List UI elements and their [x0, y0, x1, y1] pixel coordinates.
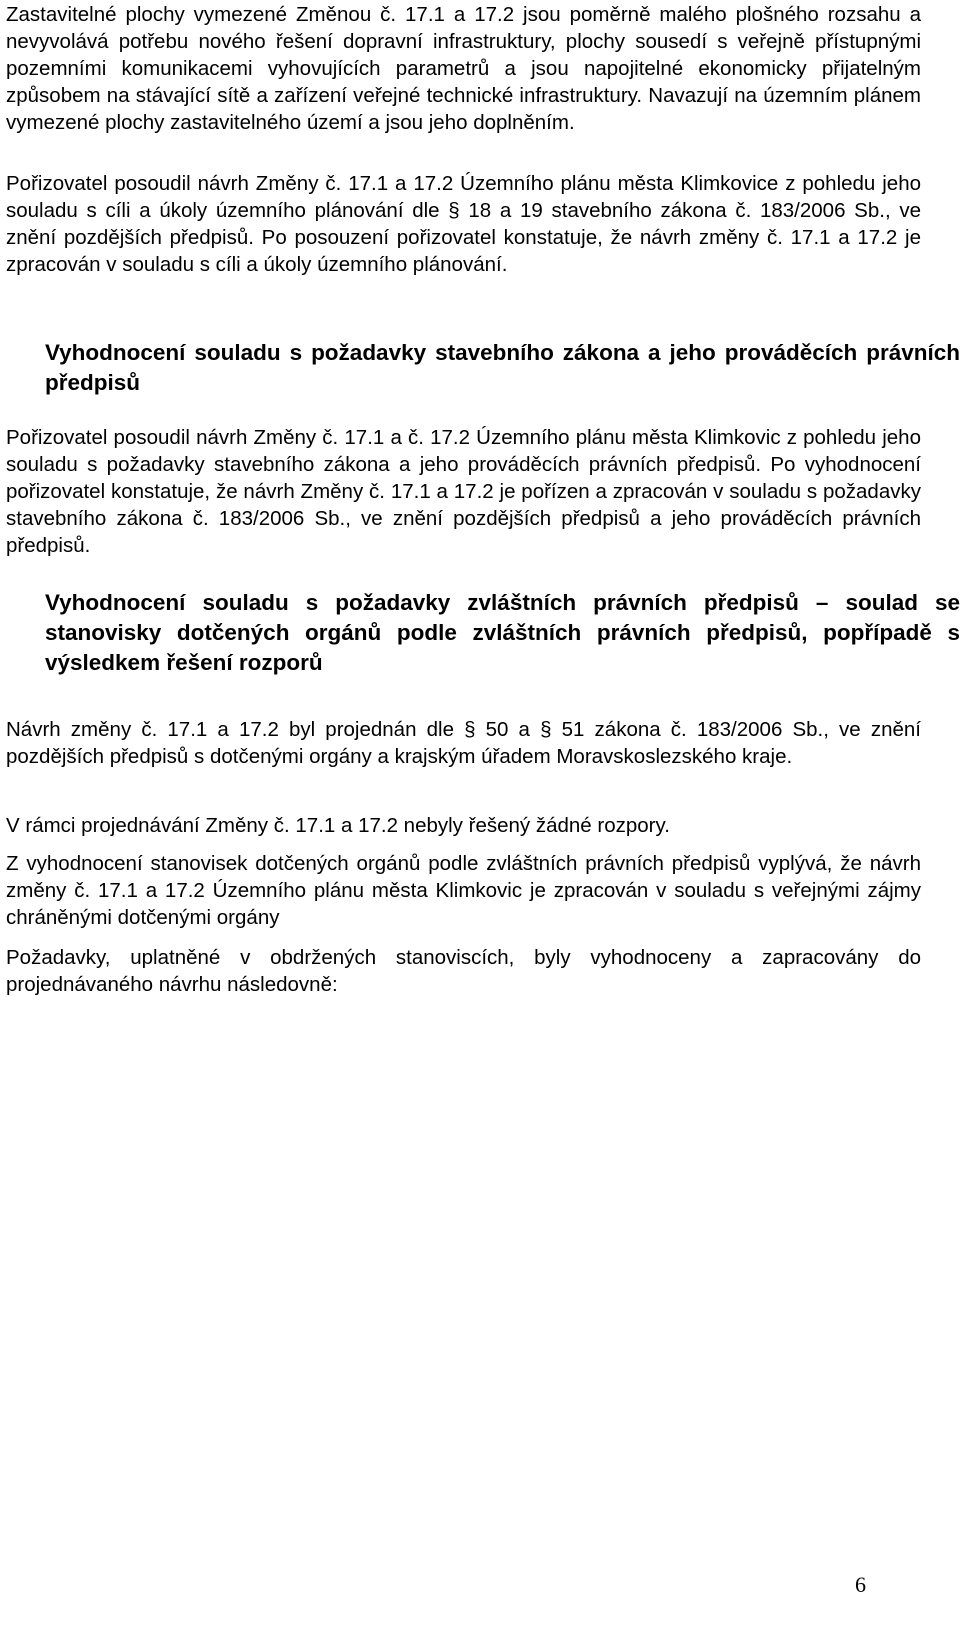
section-5-paragraph-3: Z vyhodnocení stanovisek dotčených orgánů podle zvláštních právních předpisů vyplývá, že návrh změny č. 17.1 a 17.2 Územního plánu města Klimkovic je zpracován v souladu s veřejnými zájmy chráněnými dotčenými orgány	[6, 852, 921, 929]
section-5-paragraph-4: Požadavky, uplatněné v obdržených stanoviscích, byly vyhodnoceny a zapracovány do projednávaného návrhu následovně:	[6, 946, 921, 996]
section-5-title: Vyhodnocení souladu s požadavky zvláštních právních předpisů – soulad se stanovisky dotčených orgánů podle zvláštních právních předpisů, popřípadě s výsledkem řešení rozporů	[45, 590, 960, 675]
section-5-paragraph-2: V rámci projednávání Změny č. 17.1 a 17.2 nebyly řešený žádné rozpory.	[6, 814, 670, 837]
page-number: 6	[855, 1572, 866, 1597]
section-4-number	[6, 338, 45, 368]
section-4-paragraph: Pořizovatel posoudil návrh Změny č. 17.1 a č. 17.2 Územního plánu města Klimkovic z pohledu jeho souladu s požadavky stavebního zákona a jeho prováděcích právních předpisů. Po vyhodnocení pořizovatel konstatuje, že návrh Změny č. 17.1 a 17.2 je pořízen a zpracován v souladu s požadavky stavebního zákona č. 183/2006 Sb., ve znění pozdějších předpisů a jeho prováděcích právních předpisů.	[6, 426, 921, 557]
section-5-number	[6, 588, 45, 618]
porizovatel-paragraph: Pořizovatel posoudil návrh Změny č. 17.1 a 17.2 Územního plánu města Klimkovice z pohledu jeho souladu s cíli a úkoly územního plánování dle § 18 a 19 stavebního zákona č. 183/2006 Sb., ve znění pozdějších předpisů. Po posouzení pořizovatel konstatuje, že návrh změny č. 17.1 a 17.2 je zpracován v souladu s cíli a úkoly územního plánování.	[6, 172, 921, 276]
intro-paragraph: Zastavitelné plochy vymezené Změnou č. 17.1 a 17.2 jsou poměrně malého plošného rozsahu a nevyvolává potřebu nového řešení dopravní infrastruktury, plochy sousedí s veřejně přístupnými pozemními komunikacemi vyhovujících parametrů a jsou napojitelné ekonomicky přijatelným způsobem na stávající sítě a zařízení veřejné technické infrastruktury. Navazují na územním plánem vymezené plochy zastavitelného území a jsou jeho doplněním.	[6, 3, 921, 134]
section-4-heading	[6, 338, 960, 398]
section-5-heading	[6, 588, 960, 678]
section-4-title: Vyhodnocení souladu s požadavky stavebního zákona a jeho prováděcích právních předpisů	[45, 340, 960, 395]
section-5-paragraph-1: Návrh změny č. 17.1 a 17.2 byl projednán dle § 50 a § 51 zákona č. 183/2006 Sb., ve znění pozdějších předpisů s dotčenými orgány a krajským úřadem Moravskoslezského kraje.	[6, 718, 921, 768]
